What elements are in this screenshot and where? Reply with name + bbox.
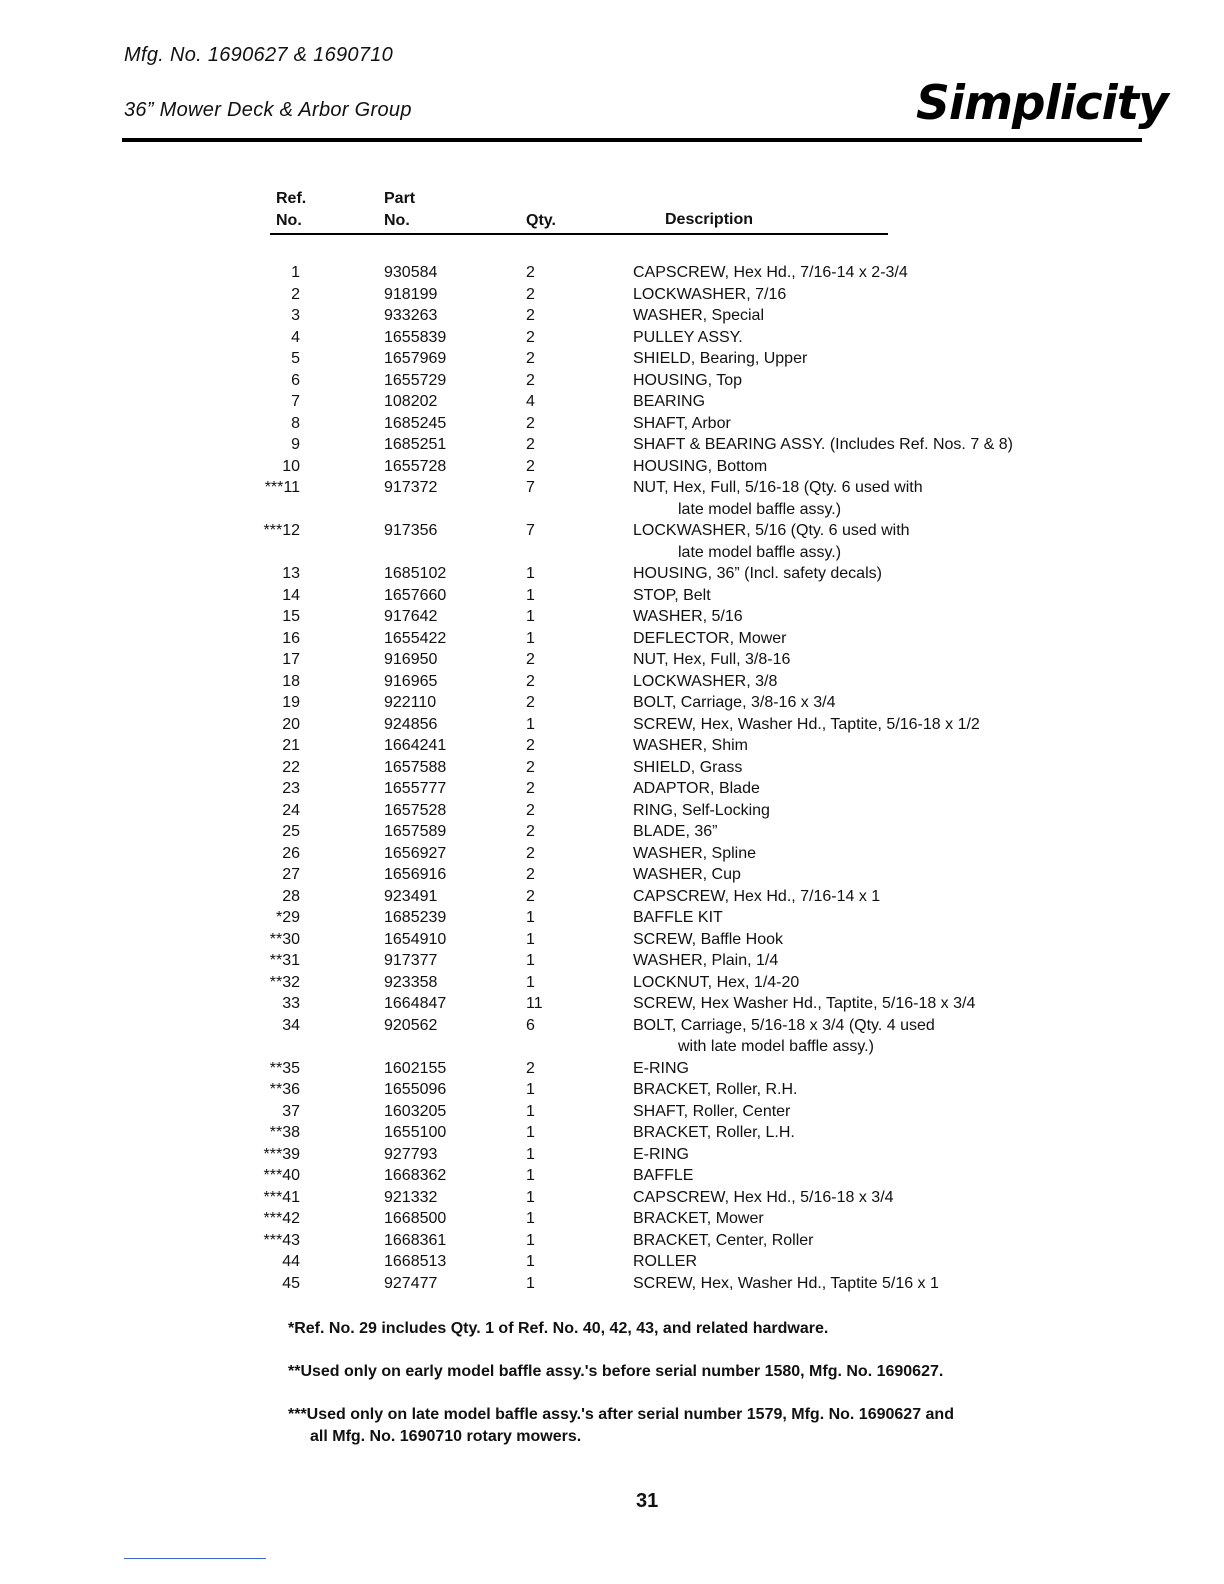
part-number: 923358: [384, 973, 438, 991]
description: [633, 1101, 1093, 1123]
quantity: 1: [526, 1274, 535, 1292]
part-number: 1657660: [384, 586, 447, 604]
part-number: 1664847: [384, 995, 447, 1012]
ref-number: 15: [282, 608, 300, 625]
ref-number: 44: [282, 1253, 300, 1270]
quantity: 2: [526, 264, 535, 281]
quantity: 7: [526, 479, 535, 496]
description: [633, 649, 1093, 671]
parts-row: [0, 821, 1224, 843]
parts-row: [0, 1144, 1224, 1166]
part-number: 1668513: [384, 1253, 447, 1270]
quantity: 6: [526, 1016, 535, 1034]
ref-number: 24: [282, 801, 300, 819]
mfg-number: Mfg. No. 1690627 & 1690710: [124, 44, 394, 66]
description-line1: LOCKWASHER, 3/8: [633, 672, 778, 690]
description: [633, 284, 1093, 306]
part-number: 917372: [384, 479, 438, 496]
description: [633, 327, 1093, 349]
footnote-1: *Ref. No. 29 includes Qty. 1 of Ref. No. 40, 42, 43, and related hardware.: [288, 1320, 829, 1337]
ref-number: 2: [291, 285, 300, 303]
part-number: 933263: [384, 307, 438, 324]
parts-row: [0, 391, 1224, 413]
part-number: 927793: [384, 1145, 438, 1163]
parts-row: [0, 606, 1224, 628]
quantity: 1: [526, 952, 535, 969]
ref-number: 5: [291, 350, 300, 367]
quantity: 2: [526, 694, 535, 711]
part-number: 1602155: [384, 1059, 447, 1077]
part-number: 1685245: [384, 414, 447, 432]
ref-number: 19: [282, 694, 300, 711]
ref-number: 28: [282, 887, 300, 905]
ref-no-header: [276, 188, 306, 232]
part-number: 1655096: [384, 1081, 447, 1098]
description-line2: late model baffle assy.): [678, 543, 842, 561]
parts-row: [0, 1015, 1224, 1058]
description-line1: E-RING: [633, 1145, 689, 1163]
ref-number: 21: [282, 737, 300, 754]
description: [633, 1187, 1093, 1209]
ref-number: 13: [282, 565, 300, 582]
description-line1: SHIELD, Grass: [633, 758, 743, 776]
description-line1: BRACKET, Mower: [633, 1210, 764, 1227]
description-line1: SCREW, Hex, Washer Hd., Taptite, 5/16-18 x 1/2: [633, 715, 980, 733]
quantity: 1: [526, 715, 535, 733]
description: [633, 735, 1093, 757]
quantity: 2: [526, 887, 535, 905]
ref-number: ***40: [263, 1167, 300, 1184]
parts-row: [0, 671, 1224, 693]
ref-number: ***11: [264, 479, 300, 496]
description: [633, 1230, 1093, 1252]
description: [633, 477, 1093, 520]
header-rule: [122, 138, 1142, 142]
part-number: 1655729: [384, 371, 447, 389]
quantity: 1: [526, 586, 535, 604]
ref-number: 34: [282, 1016, 300, 1034]
description-line1: SHIELD, Bearing, Upper: [633, 350, 808, 367]
ref-number: **32: [269, 973, 300, 991]
parts-row: [0, 692, 1224, 714]
description-line1: WASHER, Special: [633, 307, 764, 324]
description: [633, 800, 1093, 822]
quantity: 4: [526, 393, 535, 410]
description: [633, 864, 1093, 886]
ref-number: 37: [282, 1102, 300, 1120]
description-line1: BRACKET, Center, Roller: [633, 1231, 814, 1249]
part-number: 922110: [384, 694, 437, 711]
description: [633, 413, 1093, 435]
qty-header: Qty.: [526, 212, 556, 229]
ref-number: ***42: [263, 1210, 300, 1227]
description: [633, 778, 1093, 800]
description-line1: WASHER, Cup: [633, 866, 741, 883]
description-line1: BRACKET, Roller, R.H.: [633, 1081, 798, 1098]
quantity: 2: [526, 457, 535, 475]
parts-row: [0, 1101, 1224, 1123]
part-number: 1655422: [384, 629, 447, 647]
description-line1: SCREW, Hex Washer Hd., Taptite, 5/16-18 x 3/4: [633, 995, 976, 1012]
description: [633, 950, 1093, 972]
quantity: 1: [526, 1253, 535, 1270]
description-line1: BAFFLE KIT: [633, 909, 723, 926]
ref-number: 10: [282, 457, 300, 475]
description-line1: HOUSING, 36” (Incl. safety decals): [633, 565, 882, 582]
quantity: 2: [526, 780, 535, 797]
ref-number: 14: [282, 586, 300, 604]
description-line1: NUT, Hex, Full, 5/16-18 (Qty. 6 used with: [633, 479, 923, 496]
quantity: 1: [526, 1210, 535, 1227]
description-line1: SHAFT, Arbor: [633, 414, 731, 432]
parts-row: [0, 1079, 1224, 1101]
description: [633, 1058, 1093, 1080]
quantity: 2: [526, 1059, 535, 1077]
part-number: 108202: [384, 393, 438, 410]
quantity: 1: [526, 1124, 535, 1141]
quantity: 1: [526, 1145, 535, 1163]
part-number: 1668361: [384, 1231, 447, 1249]
description: [633, 692, 1093, 714]
footnotes: [288, 1318, 1048, 1469]
part-number: 1685239: [384, 909, 447, 926]
ref-header-line2: No.: [276, 212, 302, 229]
description: [633, 1251, 1093, 1273]
quantity: 1: [526, 973, 535, 991]
parts-row: [0, 1122, 1224, 1144]
quantity: 1: [526, 1167, 535, 1184]
ref-number: *29: [275, 909, 300, 926]
part-number: 916965: [384, 672, 438, 690]
parts-row: [0, 305, 1224, 327]
footnote-3: [288, 1404, 1048, 1448]
description: [633, 1208, 1093, 1230]
part-number: 923491: [384, 887, 438, 905]
parts-row: [0, 735, 1224, 757]
parts-row: [0, 649, 1224, 671]
quantity: 1: [526, 565, 535, 582]
description-line1: WASHER, Plain, 1/4: [633, 952, 779, 969]
ref-number: 27: [282, 866, 300, 883]
description-line1: BRACKET, Roller, L.H.: [633, 1124, 795, 1141]
description: [633, 628, 1093, 650]
description-line1: E-RING: [633, 1059, 689, 1077]
parts-row: [0, 1165, 1224, 1187]
part-number: 1668500: [384, 1210, 447, 1227]
part-header-line1: Part: [384, 190, 416, 207]
description-line1: DEFLECTOR, Mower: [633, 629, 787, 647]
quantity: 1: [526, 930, 535, 948]
part-number: 1656927: [384, 844, 447, 862]
quantity: 1: [526, 608, 535, 625]
description: [633, 563, 1093, 585]
description: [633, 1079, 1093, 1101]
description: [633, 606, 1093, 628]
quantity: 2: [526, 371, 535, 389]
ref-number: 3: [291, 307, 300, 324]
description: [633, 929, 1093, 951]
part-number: 1657588: [384, 758, 447, 776]
parts-row: [0, 950, 1224, 972]
description-line1: WASHER, Spline: [633, 844, 756, 862]
part-number: 1655728: [384, 457, 447, 475]
parts-row: [0, 628, 1224, 650]
description-line2: with late model baffle assy.): [678, 1038, 874, 1055]
quantity: 2: [526, 823, 535, 840]
parts-row: [0, 1058, 1224, 1080]
description-line1: BEARING: [633, 393, 706, 410]
parts-row: [0, 757, 1224, 779]
parts-row: [0, 1208, 1224, 1230]
ref-number: 22: [282, 758, 300, 776]
parts-row: [0, 1187, 1224, 1209]
part-number: 1603205: [384, 1102, 447, 1120]
quantity: 1: [526, 1081, 535, 1098]
description: [633, 585, 1093, 607]
description: [633, 671, 1093, 693]
ref-number: 45: [282, 1274, 300, 1292]
part-number: 1655777: [384, 780, 447, 797]
description: [633, 886, 1093, 908]
description-line1: BOLT, Carriage, 3/8-16 x 3/4: [633, 694, 836, 711]
description: [633, 907, 1093, 929]
description: [633, 370, 1093, 392]
part-number: 916950: [384, 651, 438, 668]
part-number: 1655100: [384, 1124, 447, 1141]
description-header: Description: [665, 211, 754, 228]
description-line1: LOCKWASHER, 5/16 (Qty. 6 used with: [633, 522, 910, 539]
quantity: 2: [526, 350, 535, 367]
quantity: 2: [526, 414, 535, 432]
description: [633, 843, 1093, 865]
description: [633, 434, 1093, 456]
ref-number: ***39: [263, 1145, 300, 1163]
part-number: 930584: [384, 264, 438, 281]
ref-number: 6: [291, 371, 300, 389]
page-number: 31: [636, 1490, 659, 1512]
description-line1: LOCKWASHER, 7/16: [633, 285, 787, 303]
quantity: 2: [526, 844, 535, 862]
description-line1: STOP, Belt: [633, 586, 711, 604]
ref-number: 9: [291, 436, 300, 453]
ref-number: 18: [282, 672, 300, 690]
description-line1: SHAFT, Roller, Center: [633, 1102, 791, 1120]
footnote-3-line1: ***Used only on late model baffle assy.'s after serial number 1579, Mfg. No. 1690627 and: [288, 1406, 954, 1423]
ref-number: **36: [269, 1081, 300, 1098]
parts-row: [0, 1273, 1224, 1295]
parts-row: [0, 1230, 1224, 1252]
part-number: 920562: [384, 1016, 438, 1034]
parts-row: [0, 843, 1224, 865]
parts-row: [0, 370, 1224, 392]
ref-number: **38: [269, 1124, 300, 1141]
description-line1: BAFFLE: [633, 1167, 694, 1184]
column-header-rule: [270, 233, 888, 235]
description: [633, 262, 1093, 284]
quantity: 1: [526, 1231, 535, 1249]
description-line1: SCREW, Baffle Hook: [633, 930, 783, 948]
ref-number: ***12: [263, 522, 300, 539]
parts-row: [0, 327, 1224, 349]
parts-row: [0, 714, 1224, 736]
part-number: 1657589: [384, 823, 447, 840]
part-number: 1685251: [384, 436, 447, 453]
description-line1: LOCKNUT, Hex, 1/4-20: [633, 973, 800, 991]
ref-number: 33: [282, 995, 300, 1012]
parts-row: [0, 262, 1224, 284]
bottom-rule: [124, 1558, 266, 1559]
parts-row: [0, 520, 1224, 563]
description-line1: ROLLER: [633, 1253, 698, 1270]
ref-number: 26: [282, 844, 300, 862]
ref-number: 7: [291, 393, 300, 410]
description: [633, 993, 1093, 1015]
part-number: 917642: [384, 608, 438, 625]
parts-row: [0, 348, 1224, 370]
description-line2: late model baffle assy.): [678, 500, 842, 518]
description-line1: SCREW, Hex, Washer Hd., Taptite 5/16 x 1: [633, 1274, 939, 1292]
description: [633, 821, 1093, 843]
description-line1: BLADE, 36”: [633, 823, 718, 840]
part-number: 1655839: [384, 328, 447, 346]
parts-row: [0, 563, 1224, 585]
part-number: 1657969: [384, 350, 447, 367]
description-line1: SHAFT & BEARING ASSY. (Includes Ref. Nos. 7 & 8): [633, 436, 1013, 453]
footnote-2: **Used only on early model baffle assy.'s before serial number 1580, Mfg. No. 1690627.: [288, 1363, 944, 1380]
ref-number: 16: [282, 629, 300, 647]
parts-row: [0, 477, 1224, 520]
parts-list: [0, 262, 1224, 1294]
part-header-line2: No.: [384, 212, 410, 229]
part-number: 918199: [384, 285, 438, 303]
description-line1: CAPSCREW, Hex Hd., 7/16-14 x 2-3/4: [633, 264, 908, 281]
part-number: 1685102: [384, 565, 447, 582]
part-number: 1668362: [384, 1167, 447, 1184]
ref-number: **31: [269, 952, 300, 969]
ref-number: ***43: [263, 1231, 300, 1249]
description-line1: HOUSING, Top: [633, 371, 743, 389]
description: [633, 1015, 1093, 1058]
ref-number: ***41: [263, 1188, 300, 1206]
quantity: 11: [526, 995, 543, 1012]
parts-row: [0, 585, 1224, 607]
ref-number: **30: [269, 930, 300, 948]
part-number: 1656916: [384, 866, 447, 883]
ref-number: 8: [291, 414, 300, 432]
description: [633, 714, 1093, 736]
description-line1: BOLT, Carriage, 5/16-18 x 3/4 (Qty. 4 used: [633, 1016, 935, 1034]
description: [633, 1122, 1093, 1144]
description-line1: WASHER, 5/16: [633, 608, 743, 625]
description: [633, 348, 1093, 370]
parts-row: [0, 929, 1224, 951]
description: [633, 1144, 1093, 1166]
part-number: 927477: [384, 1274, 438, 1292]
description: [633, 391, 1093, 413]
quantity: 1: [526, 909, 535, 926]
parts-row: [0, 456, 1224, 478]
quantity: 2: [526, 328, 535, 346]
description-line1: RING, Self-Locking: [633, 801, 770, 819]
quantity: 2: [526, 737, 535, 754]
parts-row: [0, 778, 1224, 800]
part-no-header: [384, 188, 415, 232]
description-line1: CAPSCREW, Hex Hd., 7/16-14 x 1: [633, 887, 881, 905]
description: [633, 456, 1093, 478]
quantity: 2: [526, 436, 535, 453]
quantity: 2: [526, 307, 535, 324]
description-line1: WASHER, Shim: [633, 737, 748, 754]
ref-number: **35: [269, 1059, 300, 1077]
parts-row: [0, 907, 1224, 929]
quantity: 1: [526, 1102, 535, 1120]
quantity: 1: [526, 629, 535, 647]
description: [633, 520, 1093, 563]
footnote-3-line2: all Mfg. No. 1690710 rotary mowers.: [310, 1428, 582, 1445]
description-line1: ADAPTOR, Blade: [633, 780, 760, 797]
ref-number: 23: [282, 780, 300, 797]
description-line1: CAPSCREW, Hex Hd., 5/16-18 x 3/4: [633, 1188, 894, 1206]
section-title: 36” Mower Deck & Arbor Group: [124, 99, 412, 121]
quantity: 2: [526, 285, 535, 303]
parts-row: [0, 886, 1224, 908]
parts-row: [0, 434, 1224, 456]
ref-number: 1: [291, 264, 300, 281]
ref-number: 17: [282, 651, 300, 668]
description: [633, 757, 1093, 779]
parts-row: [0, 1251, 1224, 1273]
description-line1: HOUSING, Bottom: [633, 457, 768, 475]
quantity: 2: [526, 866, 535, 883]
part-number: 1664241: [384, 737, 447, 754]
quantity: 2: [526, 672, 535, 690]
ref-number: 4: [291, 328, 300, 346]
description: [633, 305, 1093, 327]
part-number: 917356: [384, 522, 438, 539]
description-line1: NUT, Hex, Full, 3/8-16: [633, 651, 791, 668]
part-number: 1657528: [384, 801, 447, 819]
part-number: 1654910: [384, 930, 447, 948]
description-line1: PULLEY ASSY.: [633, 328, 743, 346]
description: [633, 1273, 1093, 1295]
description: [633, 1165, 1093, 1187]
description: [633, 972, 1093, 994]
parts-row: [0, 413, 1224, 435]
part-number: 924856: [384, 715, 438, 733]
parts-row: [0, 972, 1224, 994]
quantity: 1: [526, 1188, 535, 1206]
parts-row: [0, 800, 1224, 822]
quantity: 2: [526, 758, 535, 776]
parts-row: [0, 284, 1224, 306]
ref-number: 25: [282, 823, 300, 840]
quantity: 7: [526, 522, 535, 539]
quantity: 2: [526, 801, 535, 819]
brand-logo: Simplicity: [916, 76, 1168, 131]
ref-header-line1: Ref.: [276, 190, 307, 207]
ref-number: 20: [282, 715, 300, 733]
quantity: 2: [526, 651, 535, 668]
part-number: 921332: [384, 1188, 438, 1206]
parts-row: [0, 864, 1224, 886]
parts-row: [0, 993, 1224, 1015]
part-number: 917377: [384, 952, 438, 969]
